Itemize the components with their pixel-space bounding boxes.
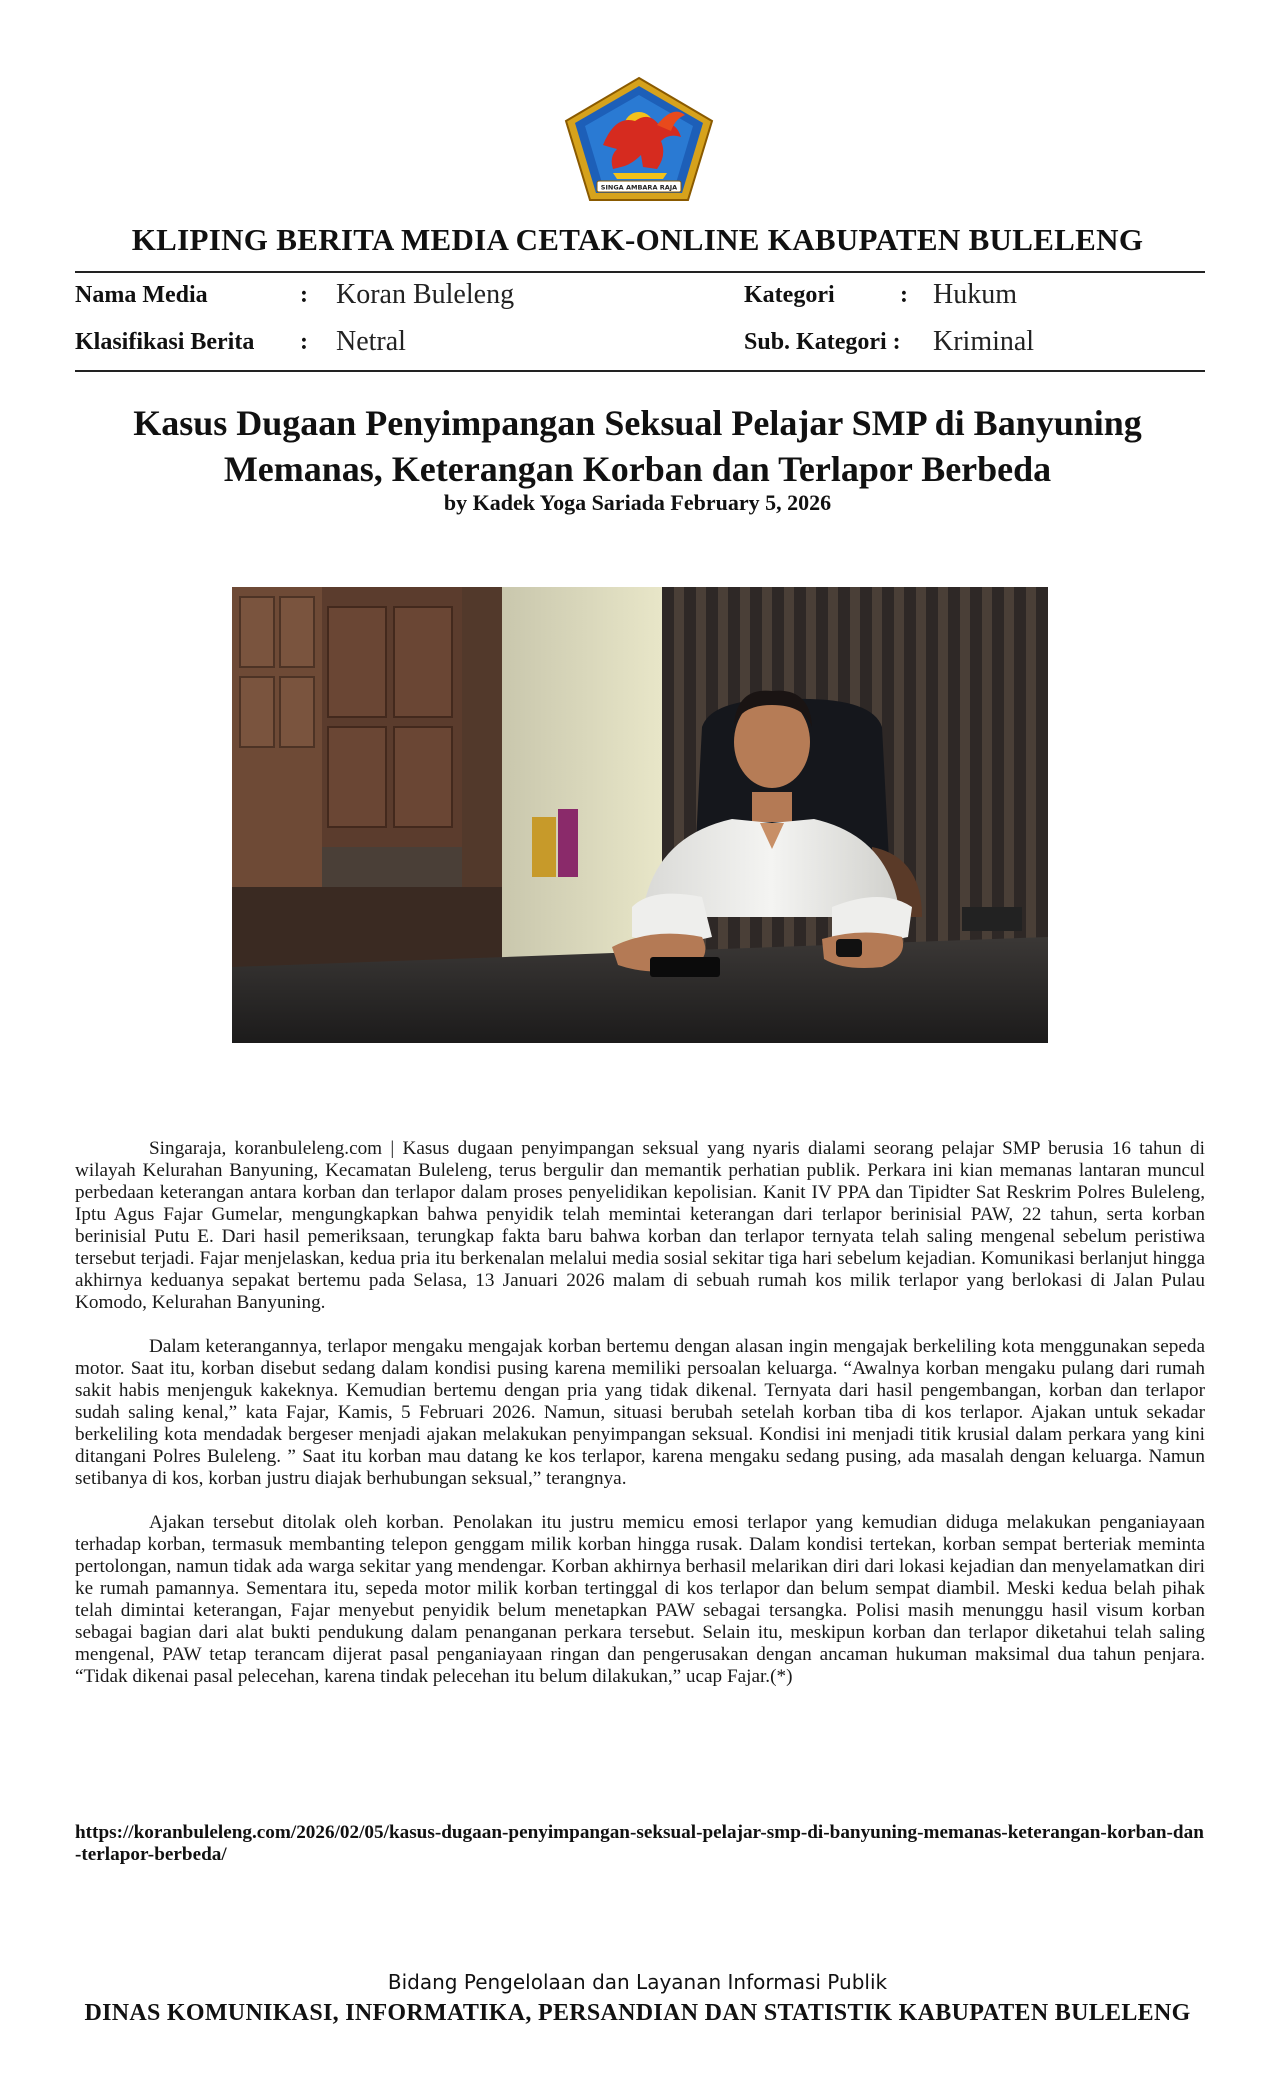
klasifikasi-value: Netral bbox=[336, 326, 406, 357]
header-divider-top bbox=[75, 271, 1205, 273]
footer-department: Bidang Pengelolaan dan Layanan Informasi Publik bbox=[387, 1970, 888, 1994]
klasifikasi-label: Klasifikasi Berita bbox=[75, 329, 255, 355]
kategori-separator: : bbox=[900, 282, 908, 308]
regency-emblem-icon bbox=[563, 75, 715, 203]
source-link[interactable]: https://koranbuleleng.com/2026/02/05/kasus-dugaan-penyimpangan-seksual-pelajar-smp-di-banyuning-memanas-keterangan-korban-dan-terlapor-berbeda/ bbox=[75, 1822, 1204, 1865]
headline-line-1: Kasus Dugaan Penyimpangan Seksual Pelajar SMP di Banyuning bbox=[133, 403, 1142, 443]
klasifikasi-separator: : bbox=[300, 329, 308, 355]
article-byline: by Kadek Yoga Sariada February 5, 2026 bbox=[443, 490, 832, 515]
article-paragraph: Ajakan tersebut ditolak oleh korban. Penolakan itu justru memicu emosi terlapor yang kemudian diduga melakukan penganiayaan terhadap korban, termasuk membanting telepon genggam milik korban hingga rusak. Dalam kondisi tertekan, korban sempat berteriak meminta pertolongan, namun tidak ada warga sekitar yang mendengar. Korban akhirnya berhasil melarikan diri dari lokasi kejadian dan menyelamatkan diri ke rumah pamannya. Sementara itu, sepeda motor milik korban tertinggal di kos terlapor dan belum sempat diambil. Meski kedua belah pihak telah dimintai keterangan, Fajar menyebut penyidik belum menetapkan PAW sebagai tersangka. Polisi masih menunggu hasil visum korban sebagai bagian dari alat bukti pendukung dalam penanganan perkara tersebut. Selain itu, meskipun korban dan terlapor diketahui telah saling mengenal, PAW tetap terancam dijerat pasal penganiayaan ringan dan pengerusakan dengan ancaman hukuman maksimal dua tahun penjara. “Tidak dikenai pasal pelecehan, karena tindak pelecehan itu belum dilakukan,” ucap Fajar.(*) bbox=[75, 1512, 1205, 1687]
header-divider-bottom bbox=[75, 370, 1205, 372]
article-body bbox=[75, 1138, 1205, 1710]
logo-motto: SINGA AMBARA RAJA bbox=[600, 183, 678, 192]
footer-agency: DINAS KOMUNIKASI, INFORMATIKA, PERSANDIAN DAN STATISTIK KABUPATEN BULELENG bbox=[84, 2000, 1191, 2026]
subkategori-label: Sub. Kategori : bbox=[744, 329, 901, 355]
headline-line-2: Memanas, Keterangan Korban dan Terlapor Berbeda bbox=[223, 449, 1052, 489]
kategori-value: Hukum bbox=[933, 279, 1017, 310]
media-value: Koran Buleleng bbox=[336, 279, 515, 310]
kategori-label: Kategori bbox=[744, 282, 835, 308]
article-paragraph: Dalam keterangannya, terlapor mengaku mengajak korban bertemu dengan alasan ingin mengajak berkeliling kota menggunakan sepeda motor. Saat itu, korban disebut sedang dalam kondisi pusing karena memiliki persoalan keluarga. “Awalnya korban mengaku pulang dari rumah sakit habis menjenguk kakeknya. Kemudian bertemu dengan pria yang tidak dikenal. Ternyata dari hasil pengembangan, korban dan terlapor sudah saling kenal,” kata Fajar, Kamis, 5 Februari 2026. Namun, situasi berubah setelah korban tiba di kos terlapor. Ajakan untuk sekadar berkeliling kota mendadak bergeser menjadi ajakan melakukan penyimpangan seksual. Kondisi ini menjadi titik krusial dalam perkara yang kini ditangani Polres Buleleng. ” Saat itu korban mau datang ke kos terlapor, karena mengaku sedang pusing, ada masalah dengan keluarga. Namun setibanya di kos, korban justru diajak berhubungan seksual,” terangnya. bbox=[75, 1336, 1205, 1489]
page-title: KLIPING BERITA MEDIA CETAK-ONLINE KABUPATEN BULELENG bbox=[131, 222, 1144, 257]
media-label: Nama Media bbox=[75, 282, 208, 308]
subkategori-value: Kriminal bbox=[933, 326, 1035, 357]
article-photo bbox=[232, 587, 1048, 1043]
media-separator: : bbox=[300, 282, 308, 308]
article-paragraph: Singaraja, koranbuleleng.com | Kasus dugaan penyimpangan seksual yang nyaris dialami seorang pelajar SMP berusia 16 tahun di wilayah Kelurahan Banyuning, Kecamatan Buleleng, terus bergulir dan memantik perhatian publik. Perkara ini kian memanas lantaran muncul perbedaan keterangan antara korban dan terlapor dalam proses penyelidikan kepolisian. Kanit IV PPA dan Tipidter Sat Reskrim Polres Buleleng, Iptu Agus Fajar Gumelar, mengungkapkan bahwa penyidik telah memintai keterangan dari terlapor berinisial PAW, 22 tahun, serta korban berinisial Putu E. Dari hasil pemeriksaan, terungkap fakta baru bahwa korban dan terlapor ternyata telah saling mengenal sebelum peristiwa tersebut terjadi. Fajar menjelaskan, kedua pria itu berkenalan melalui media sosial sekitar tiga hari sebelum kejadian. Komunikasi berlanjut hingga akhirnya keduanya sepakat bertemu pada Selasa, 13 Januari 2026 malam di sebuah rumah kos milik terlapor yang berlokasi di Jalan Pulau Komodo, Kelurahan Banyuning. bbox=[75, 1138, 1205, 1313]
article-headline bbox=[100, 400, 1175, 492]
